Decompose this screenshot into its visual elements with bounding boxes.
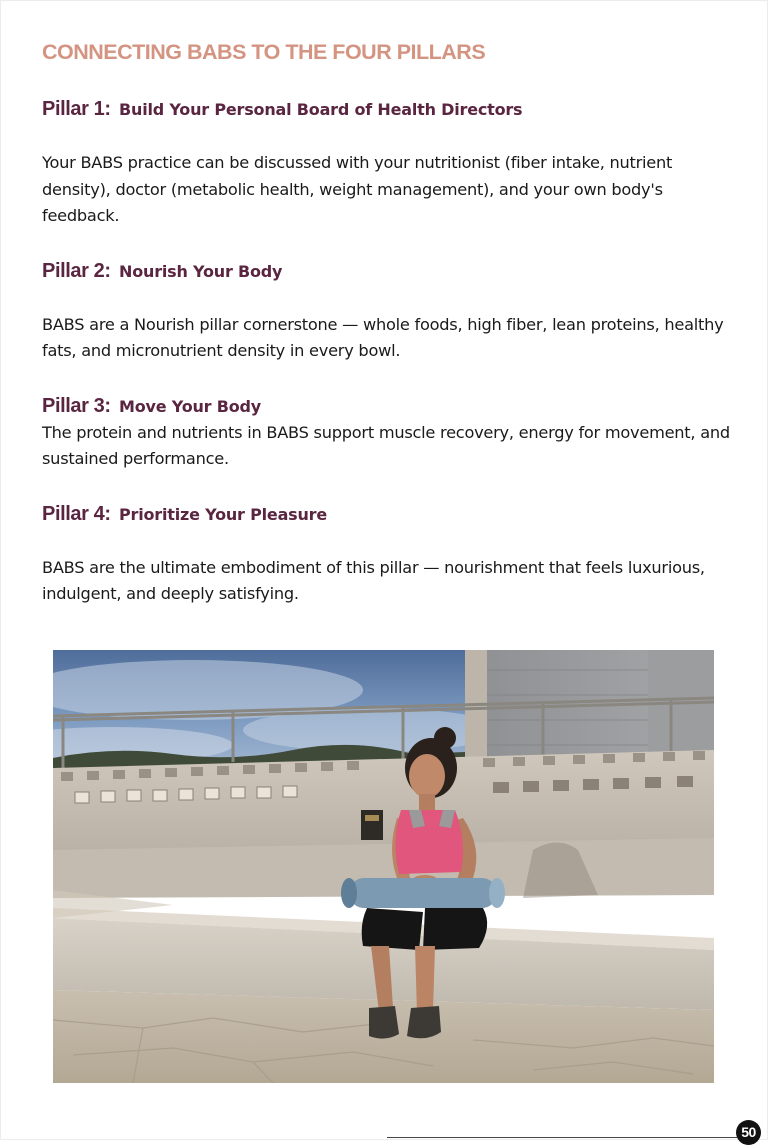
pillar-2-number: Pillar 2: [42, 259, 111, 282]
pillar-1-number: Pillar 1: [42, 98, 111, 120]
woman-with-yoga-mat-photo [53, 650, 714, 1083]
pillar-1-name: Build Your Personal Board of Health Directors [119, 100, 523, 119]
pillar-3-text: The protein and nutrients in BABS support muscle recovery, energy for movement, and sustained performance. [42, 422, 730, 468]
page-number-badge: 50 [736, 1120, 761, 1145]
page-title: CONNECTING BABS TO THE FOUR PILLARS [42, 40, 486, 64]
pillar-2-name: Nourish Your Body [119, 261, 283, 281]
pillar-4-text: BABS are the ultimate embodiment of this pillar — nourishment that feels luxurious, indulgent, and deeply satisfying. [42, 557, 705, 603]
pillar-4-number: Pillar 4: [42, 502, 111, 525]
pillar-1-text: Your BABS practice can be discussed with your nutritionist (fiber intake, nutrient density), doctor (metabolic health, weight management), and your own body's feedback. [42, 153, 673, 225]
pillar-4-heading [42, 499, 732, 528]
pillar-1-heading [42, 94, 732, 123]
page-content [42, 38, 732, 608]
pillar-3-number: Pillar 3: [42, 394, 111, 417]
pillar-2-heading [42, 256, 732, 285]
footer-rule [387, 1137, 737, 1138]
pillar-3-name: Move Your Body [119, 396, 262, 416]
pillar-3-heading [42, 391, 732, 420]
pillar-2-text: BABS are a Nourish pillar cornerstone — whole foods, high fiber, lean proteins, healthy fats, and micronutrient density in every bowl. [42, 314, 724, 360]
pillar-4-name: Prioritize Your Pleasure [119, 504, 328, 524]
